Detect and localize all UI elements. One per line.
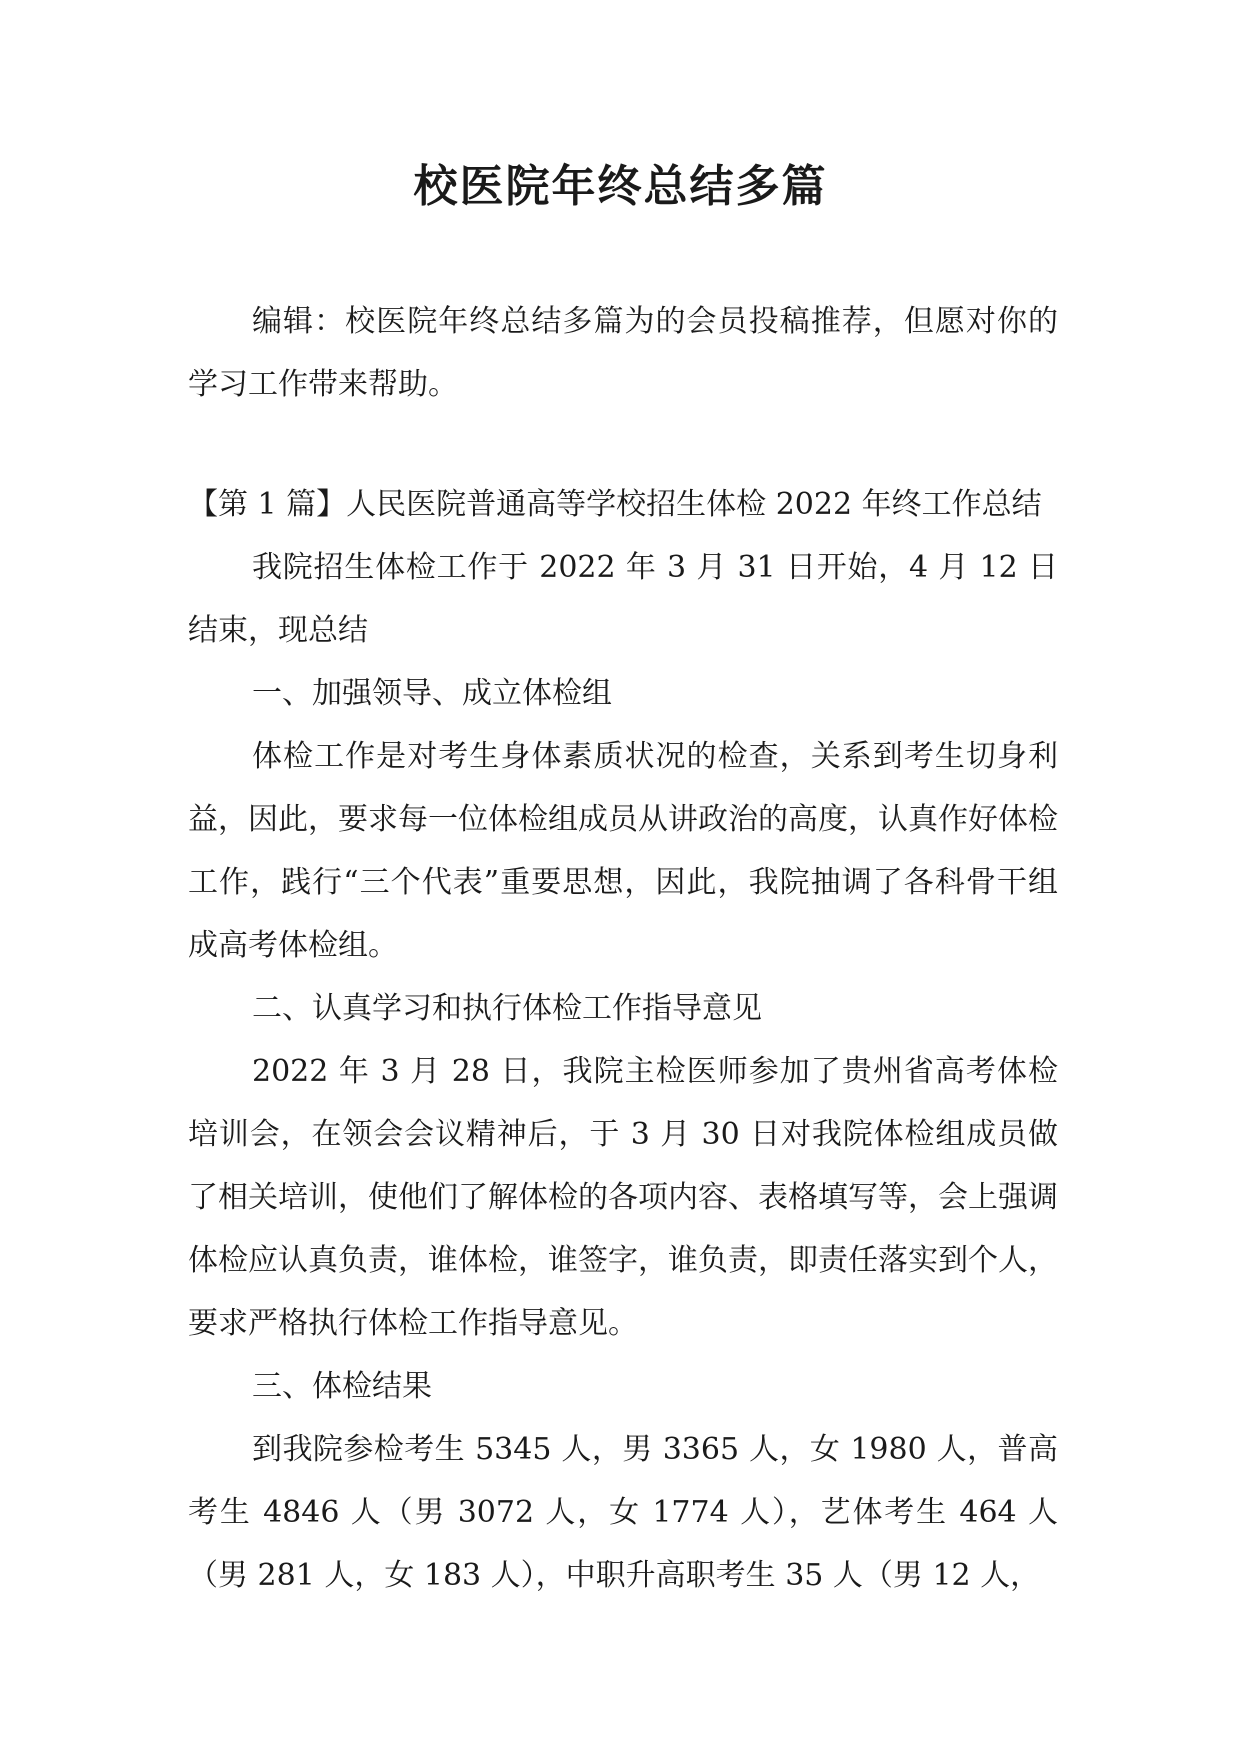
section-heading: 一、加强领导、成立体检组 [252, 676, 612, 711]
section-heading: 三、体检结果 [252, 1369, 432, 1404]
document-title: 校医院年终总结多篇 [413, 161, 828, 212]
paragraph: 2022 年 3 月 28 日，我院主检医师参加了贵州省高考体检培训会，在领会会议精神后，于 3 月 30 日对我院体检组成员做了相关培训，使他们了解体检的各项内容、表格填写等，会上强调体检应认真负责，谁体检，谁签字，谁负责，即责任落实到个人，要求严格执行体检工作指导意见。 [188, 1054, 1058, 1341]
document-body [188, 290, 1058, 1607]
paragraph: 体检工作是对考生身体素质状况的检查，关系到考生切身利益，因此，要求每一位体检组成员从讲政治的高度，认真作好体检工作，践行“三个代表”重要思想，因此，我院抽调了各科骨干组成高考体检组。 [188, 739, 1058, 963]
article-heading: 【第 1 篇】人民医院普通高等学校招生体检 2022 年终工作总结 [188, 487, 1042, 522]
paragraph: 到我院参检考生 5345 人，男 3365 人，女 1980 人，普高考生 4846 人（男 3072 人，女 1774 人），艺体考生 464 人（男 281 人，女 183 人），中职升高职考生 35 人（男 12 人， [188, 1432, 1058, 1593]
intro-paragraph: 编辑：校医院年终总结多篇为的会员投稿推荐，但愿对你的学习工作带来帮助。 [188, 304, 1058, 402]
paragraph: 我院招生体检工作于 2022 年 3 月 31 日开始，4 月 12 日结束，现总结 [188, 550, 1058, 648]
section-heading: 二、认真学习和执行体检工作指导意见 [252, 991, 762, 1026]
